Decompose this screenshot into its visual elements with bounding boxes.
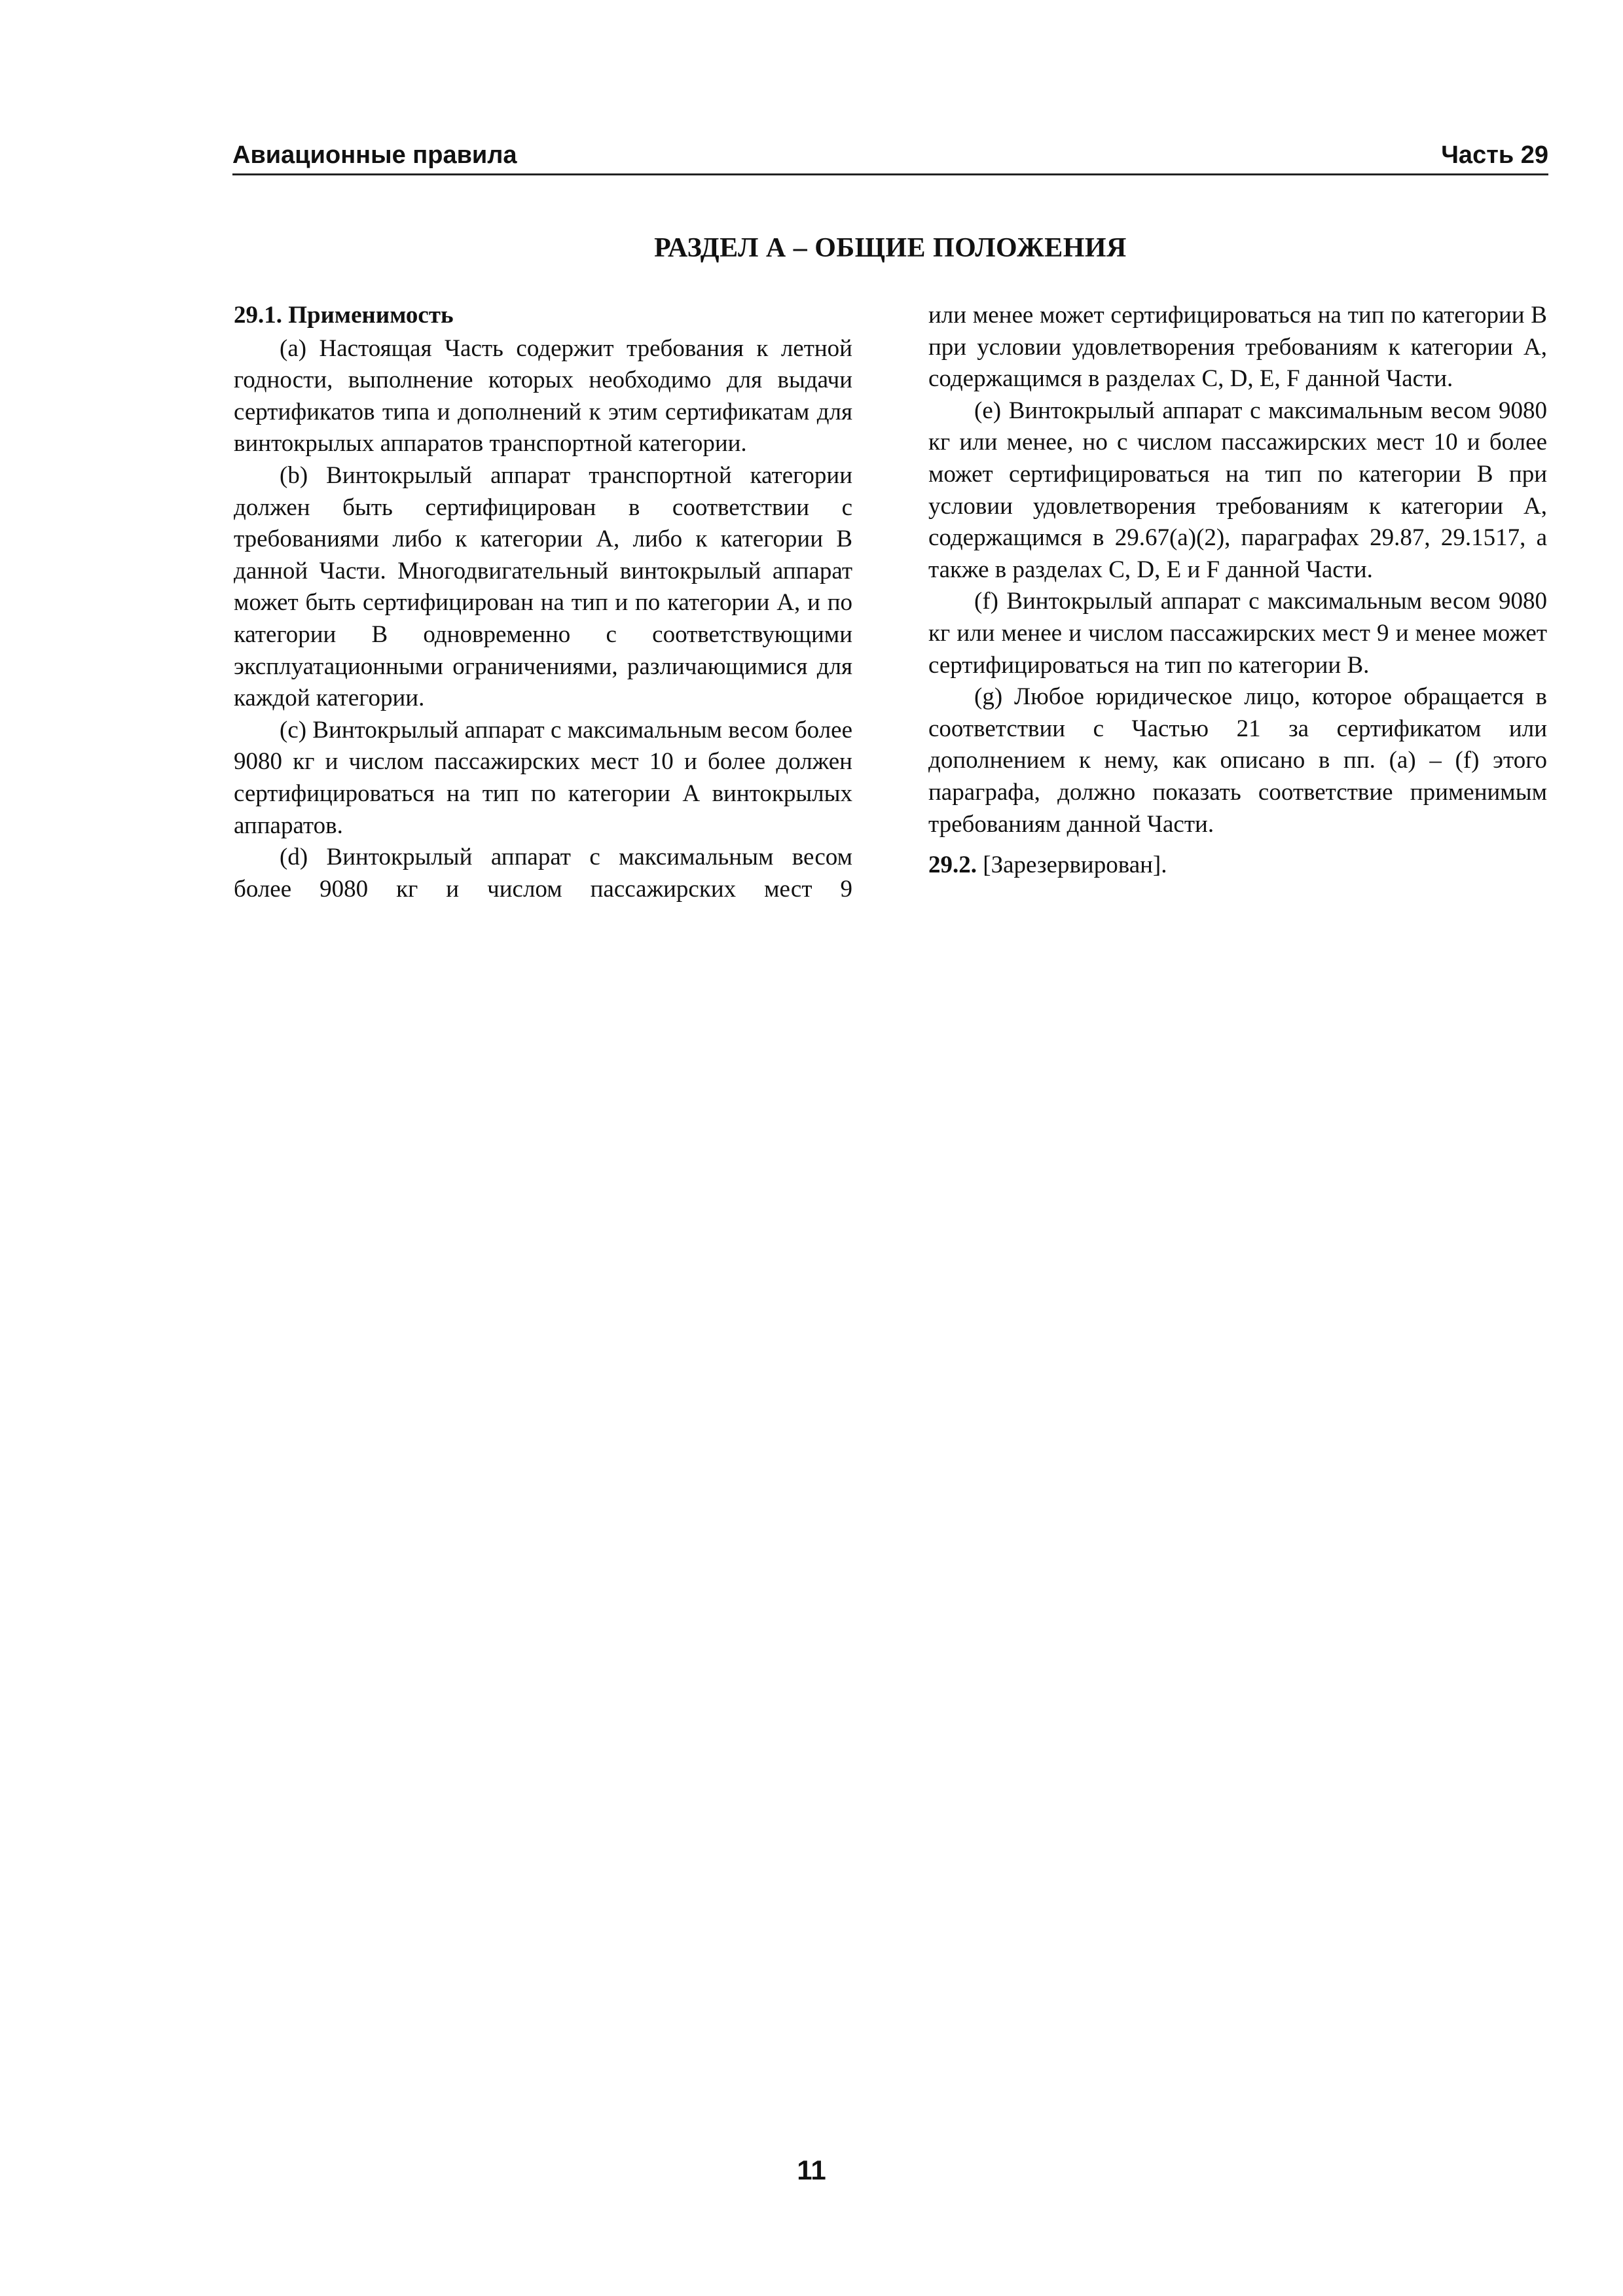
- page-number: 11: [797, 2155, 826, 2185]
- paragraph-29-2: [928, 850, 1547, 882]
- running-header: [232, 134, 1548, 175]
- left-column: [234, 300, 852, 905]
- right-column: [928, 300, 1547, 882]
- paragraph-c: (c) Винтокрылый аппарат с максимальным весом более 9080 кг и числом пассажирских мест 10 и более должен сертифицироваться на тип по категории А винтокрылых аппаратов.: [234, 716, 852, 839]
- paragraph-f: (f) Винтокрылый аппарат с максимальным весом 9080 кг или менее и числом пассажирских мест 9 и менее может сертифицироваться на тип по категории В.: [928, 588, 1547, 679]
- paragraph-a: (a) Настоящая Часть содержит требования к летной годности, выполнение которых необходимо для выдачи сертификатов типа и дополнений к этим сертификатам для винтокрылых аппаратов транспортной категории.: [234, 334, 852, 457]
- paragraph-d: (d) Винтокрылый аппарат с максимальным весом более 9080 кг и числом пассажирских мест 9: [234, 844, 852, 903]
- header-part-number: Часть 29: [1441, 141, 1548, 169]
- header-document-title: Авиационные правила: [232, 141, 517, 169]
- paragraph-29-2-text: [Зарезервирован].: [983, 852, 1167, 879]
- paragraph-29-2-number: 29.2.: [928, 852, 977, 879]
- paragraph-g: (g) Любое юридическое лицо, которое обращается в соответствии с Частью 21 за сертификатом или дополнением к нему, как описано в пп. (а) – (f) этого параграфа, должно показать соответствие применимым требованиям данной Части.: [928, 683, 1547, 838]
- paragraph-d-continued: или менее может сертифицироваться на тип по категории В при условии удовлетворения требованиям к категории А, содержащимся в разделах С, D, E, F данной Части.: [928, 302, 1547, 393]
- paragraph-e: (e) Винтокрылый аппарат с максимальным весом 9080 кг или менее, но с числом пассажирских мест 10 и более может сертифицироваться на тип по категории В при условии удовлетворения требованиям к категории А, содержащимся в 29.67(а)(2), параграфах 29.87, 29.1517, а также в разделах С, D, E и F данной Части.: [928, 397, 1547, 583]
- paragraph-29-1-heading: 29.1. Применимость: [234, 302, 454, 329]
- section-title: РАЗДЕЛ А – ОБЩИЕ ПОЛОЖЕНИЯ: [654, 233, 1127, 263]
- paragraph-b: (b) Винтокрылый аппарат транспортной категории должен быть сертифицирован в соответствии с требованиями либо к категории А, либо к категории В данной Части. Многодвигательный винтокрылый аппарат может быть сертифицирован на тип и по категории А, и по категории В одновременно с соответствующими эксплуатационными ограничениями, различающимися для каждой категории.: [234, 461, 852, 712]
